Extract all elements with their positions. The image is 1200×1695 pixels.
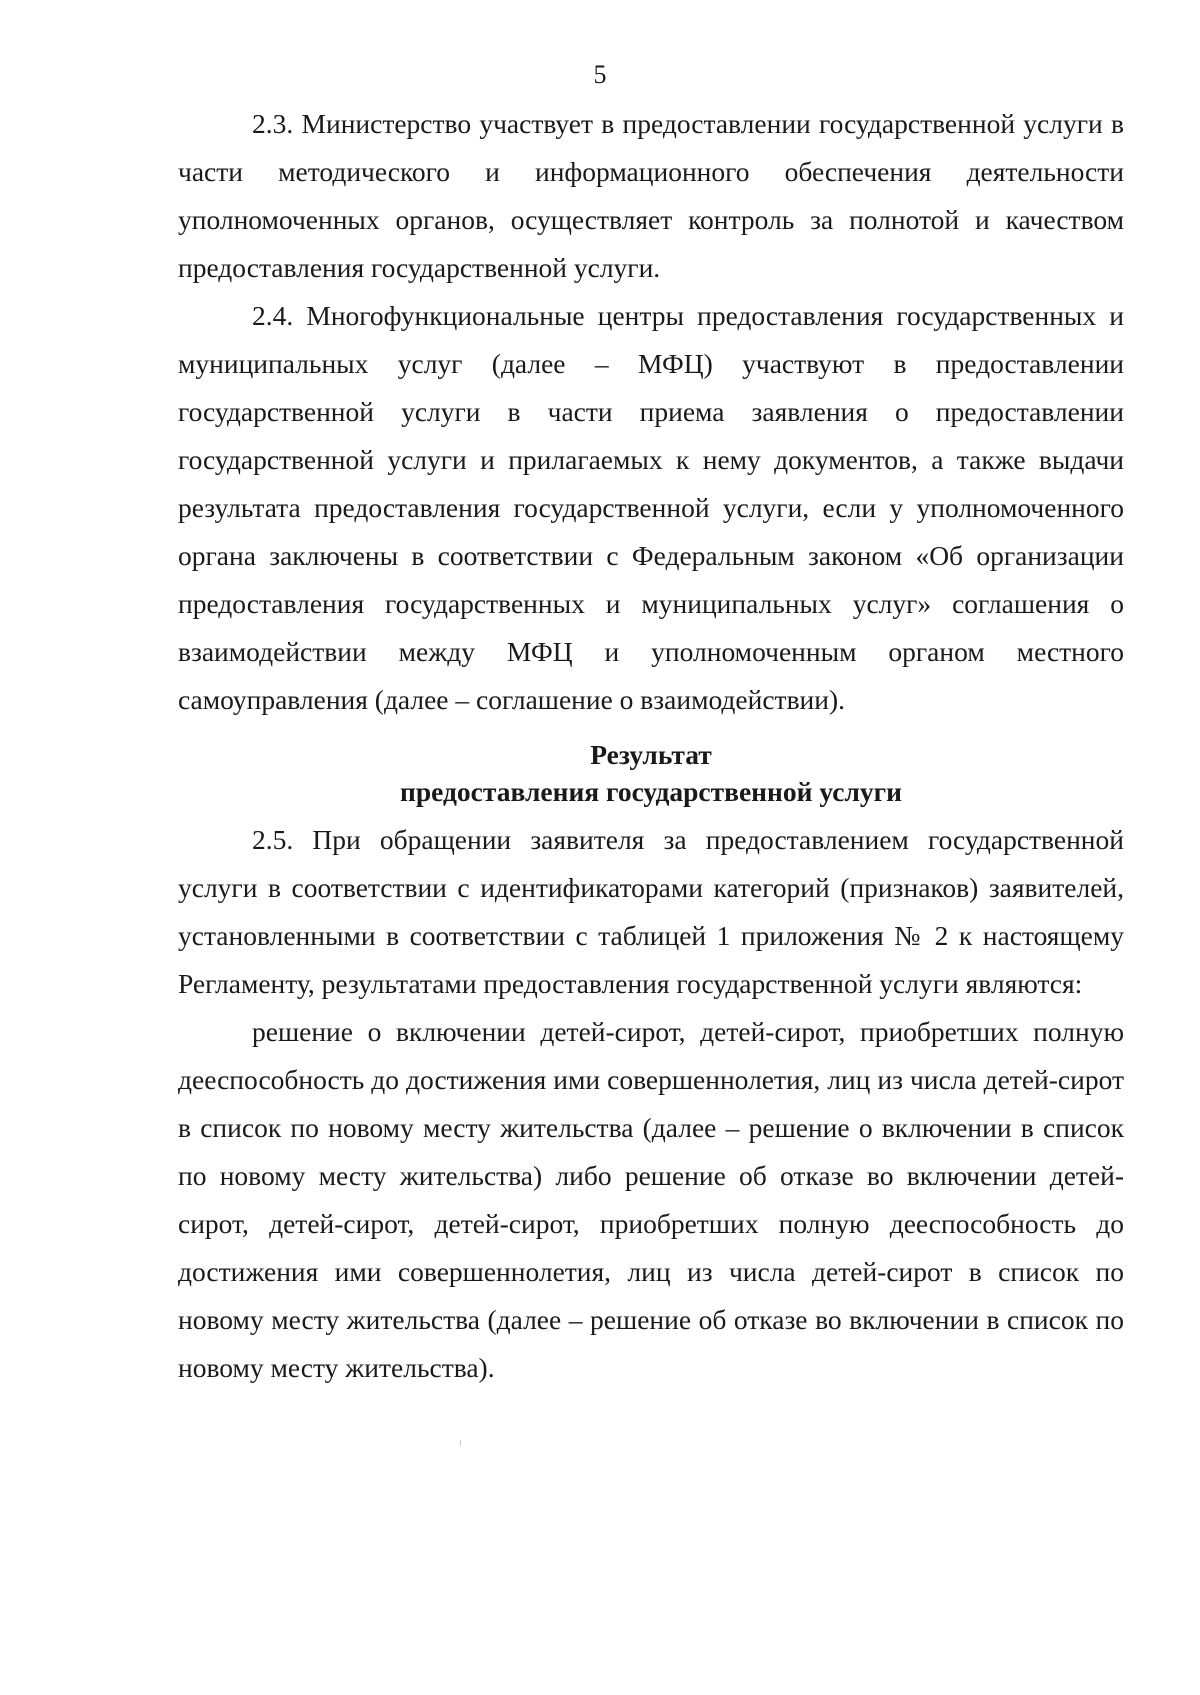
paragraph-2-4: 2.4. Многофункциональные центры предоставления государственных и муниципальных услуг (далее – МФЦ) участвуют в предоставлении государственной услуги в части приема заявления о предоставлении государственной услуги и прилагаемых к нему документов, а также выдачи результата предоставления государственной услуги, если у уполномоченного органа заключены в соответствии с Федеральным законом «Об организации предоставления государственных и муниципальных услуг» соглашения о взаимодействии между МФЦ и уполномоченным органом местного самоуправления (далее – соглашение о взаимодействии). bbox=[178, 300, 1124, 715]
page-number: 5 bbox=[593, 60, 607, 89]
paragraph-decision: решение о включении детей-сирот, детей-сирот, приобретших полную дееспособность до достижения ими совершеннолетия, лиц из числа детей-сирот в список по новому месту жительства (далее – решение о включении в список по новому месту жительства) либо решение об отказе во включении детей-сирот, детей-сирот, детей-сирот, приобретших полную дееспособность до достижения ими совершеннолетия, лиц из числа детей-сирот в список по новому месту жительства (далее – решение об отказе во включении в список по новому месту жительства). bbox=[178, 1016, 1124, 1383]
section-heading-line1: Результат bbox=[590, 739, 712, 770]
section-heading bbox=[178, 736, 1124, 810]
section-heading-line2: предоставления государственной услуги bbox=[400, 776, 902, 807]
document-body bbox=[178, 100, 1124, 1392]
paragraph-2-5: 2.5. При обращении заявителя за предоставлением государственной услуги в соответствии с идентификаторами категорий (признаков) заявителей, установленными в соответствии с таблицей 1 приложения № 2 к настоящему Регламенту, результатами предоставления государственной услуги являются: bbox=[178, 824, 1124, 999]
scan-artifact bbox=[460, 1440, 461, 1446]
paragraph-2-3: 2.3. Министерство участвует в предоставлении государственной услуги в части методического и информационного обеспечения деятельности уполномоченных органов, осуществляет контроль за полнотой и качеством предоставления государственной услуги. bbox=[178, 108, 1124, 283]
